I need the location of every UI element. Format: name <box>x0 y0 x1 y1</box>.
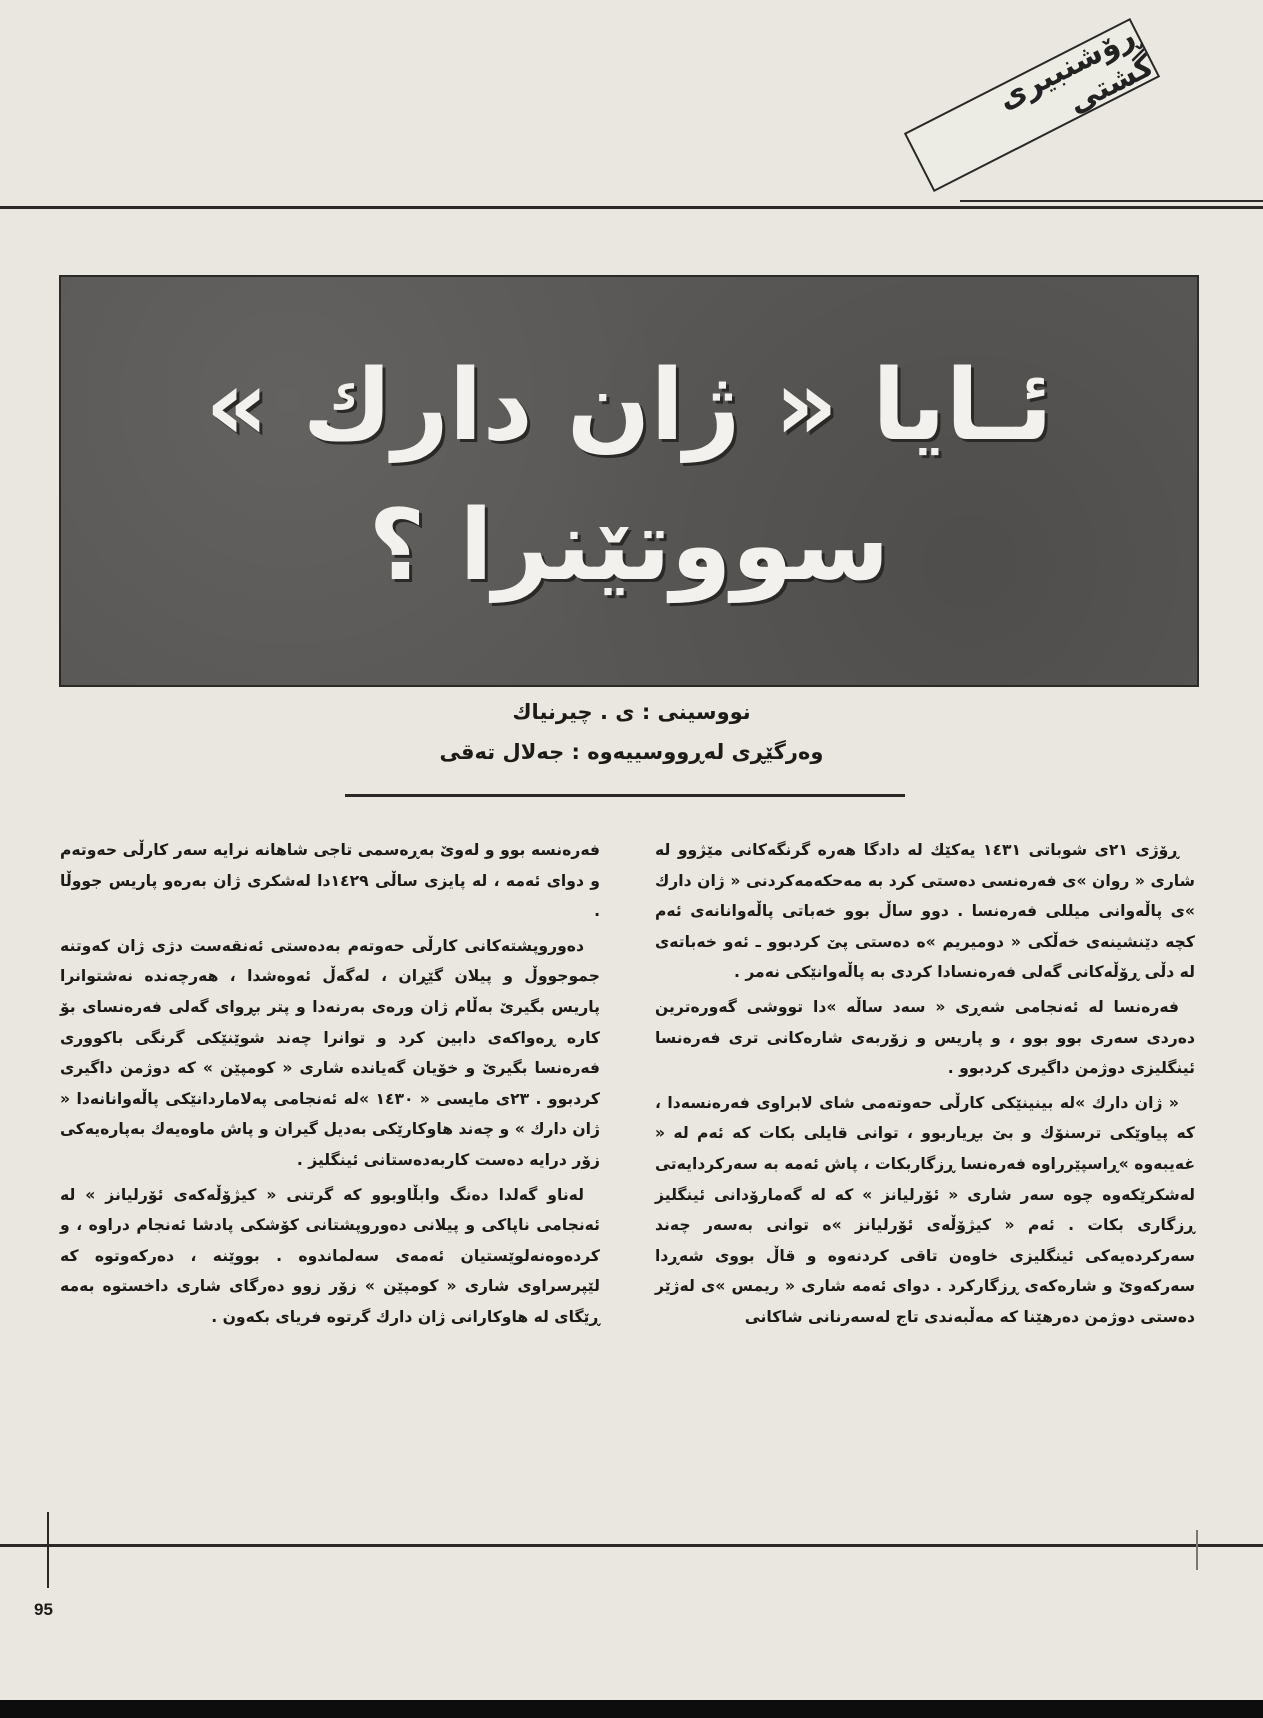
paragraph: دەوروپشتەكانی كارڵی حەوتەم بەدەستی ئەنقەست دژی ژان كەوتنە جموجووڵ و پیلان گێڕان ، لەگەڵ ئەوەشدا ، هەرچەندە نەشتوانرا پاریس بگیرێ بەڵام ژان ورەی بەرنەدا و پتر بڕوای گەلی فەرەنسای بۆ كارە ڕەواكەی دابین كرد و توانرا چەند شوێنێكی گرنگی باكووری فەرەنسا بگیرێ و خۆیان گەیاندە شاری « كومپێن » كە دوژمن داگیری كردبوو . ٢٣ی مایسی « ١٤٣٠ »لە ئەنجامی پەلاماردانێكی پاڵەوانانەدا « ژان دارك » و چەند هاوكارێكی بەدیل گیران و پاش ماوەیەك بەپارەیەكی زۆر درایە دەست كاربەدەستانی ئینگلیز . <box>60 936 600 1169</box>
page-number: 95 <box>34 1600 53 1619</box>
paragraph: « ژان دارك »لە بینینێكی كارڵی حەوتەمی شای لابراوی فەرەنسەدا ، كە پیاوێكی ترسنۆك و بێ بڕیاربوو ، توانی قایلی بكات كە ئەم لە « غەیبەوە »ڕاسپێرراوە فەرەنسا ڕزگاربكات ، پاش ئەمە بە سەركردایەتی لەشكرێكەوە چوە سەر شاری « ئۆرلیانز » كە لە گەمارۆدانی ئینگلیز ڕزگاری بكات . ئەم « كیژۆڵەی ئۆرلیانز »ە توانی بەسەر چەند سەركردەیەكی ئینگلیزی خاوەن تاقی كردنەوە و قاڵ بووی شەڕدا سەركەوێ و شارەكەی ڕزگاركرد . دوای ئەمە شاری « ریمس »ی لەژێر دەستی دوژمن دەرهێنا كە مەڵبەندی تاج لەسەرنانی شاكانی <box>655 1093 1195 1326</box>
paragraph: فەرەنسە بوو و لەوێ بەڕەسمی تاجی شاهانە نرایە سەر كارڵی حەوتەم و دوای ئەمە ، لە پایزی ساڵی ١٤٢٩دا لەشكری ژان بەرەو پاریس جووڵا . <box>60 841 600 921</box>
footer-tick-right <box>1196 1530 1198 1570</box>
footer-rule <box>0 1544 1263 1547</box>
footer-tick-left <box>47 1512 49 1588</box>
article-column-left <box>60 835 600 1337</box>
scan-edge <box>0 1700 1263 1718</box>
paragraph: ڕۆژی ٢١ی شوباتی ١٤٣١ یەكێك لە دادگا هەرە گرنگەكانی مێژوو لە شاری « روان »ی فەرەنسی دەستی كرد بە مەحكەمەكردنی « ژان دارك »ی پاڵەوانی میللی فەرەنسا . دوو ساڵ بوو خەباتی پاڵەوانانەی ئەم كچە دێنشینەی خەڵكی « دومیریم »ە دەستی پێ كردبوو ـ ئەو خەباتەی لە دڵی ڕۆڵەكانی گەلی فەرەنسادا كردی بە پاڵەوانێكی نەمر . <box>655 841 1195 982</box>
title-banner <box>59 275 1199 687</box>
title-line-1: ئـايا « ژان دارك » <box>205 349 1053 463</box>
paragraph: لەناو گەلدا دەنگ وابڵاوبوو كە گرتنی « كیژۆڵەكەی ئۆرلیانز » لە ئەنجامی ناپاكی و پیلانی دەوروپشتانی كۆشكی پادشا ئەنجام دراوە ، و كردەوەنەلوێستیان ئەمەی سەلماندوە . بووێنە ، دەركەوتوە كە لێپرسراوی شاری « كومپێن » زۆر زوو دەرگای شاری داخستوە بەمە ڕێگای لە هاوكارانی ژان دارك گرتوە فریای بكەون . <box>60 1185 600 1326</box>
title-line-2: سووتێنرا ؟ <box>368 489 890 603</box>
byline-divider <box>345 794 905 797</box>
section-tag: ڕۆشنبیری گشتی <box>904 18 1160 192</box>
translator-line: وەرگێڕی لەڕووسییەوە : جەلال تەقی <box>439 740 824 764</box>
article-column-right <box>655 835 1195 1337</box>
header-rule-short <box>960 200 1263 202</box>
paragraph: فەرەنسا لە ئەنجامی شەڕی « سەد ساڵە »دا تووشی گەورەترین دەردی سەری بوو بوو ، و پاریس و زۆربەی شارەكانی تری فەرەنسا ئینگلیزی دوژمن داگیری كردبوو . <box>655 997 1195 1078</box>
author-line: نووسینی : ی . چیرنیاك <box>512 700 751 724</box>
header-rule <box>0 206 1263 209</box>
